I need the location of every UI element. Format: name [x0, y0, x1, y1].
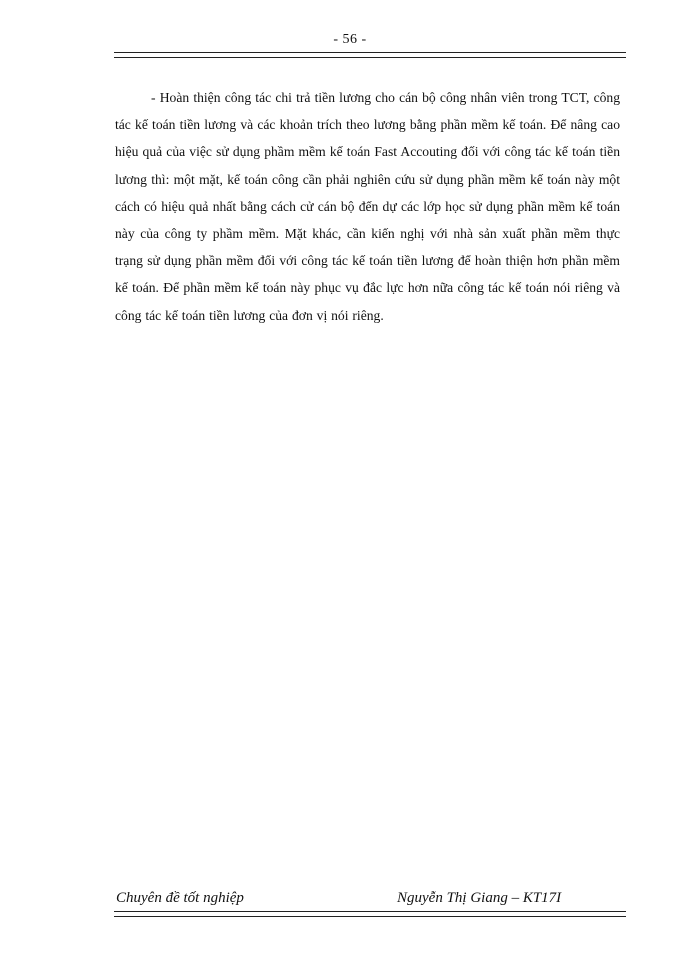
- body-paragraph: - Hoàn thiện công tác chi trả tiền lương cho cán bộ công nhân viên trong TCT, công tác kế toán tiền lương và các khoản trích theo lương bằng phần mềm kế toán. Để nâng cao hiệu quả của việc sử dụng phầm mềm kế toán Fast Accouting đối với công tác kế toán tiền lương thì: một mặt, kế toán công cần phải nghiên cứu sử dụng phần mềm kế toán này một cách có hiệu quả nhất bằng cách cử cán bộ đến dự các lớp học sử dụng phần mềm kế toán này của công ty phầm mềm. Mặt khác, cần kiến nghị với nhà sản xuất phần mềm thực trạng sử dụng phần mềm đối với công tác kế toán tiền lương để hoàn thiện hơn phần mềm kế toán. Để phần mềm kế toán này phục vụ đắc lực hơn nữa công tác kế toán nói riêng và công tác kế toán tiền lương của đơn vị nói riêng.: [115, 90, 620, 323]
- footer-divider: [114, 911, 626, 917]
- page-number: - 56 -: [333, 32, 367, 47]
- footer-author: Nguyễn Thị Giang – KT17I: [397, 890, 562, 906]
- footer-thesis-title: Chuyên đề tốt nghiệp: [116, 890, 244, 906]
- header-divider: [114, 52, 626, 58]
